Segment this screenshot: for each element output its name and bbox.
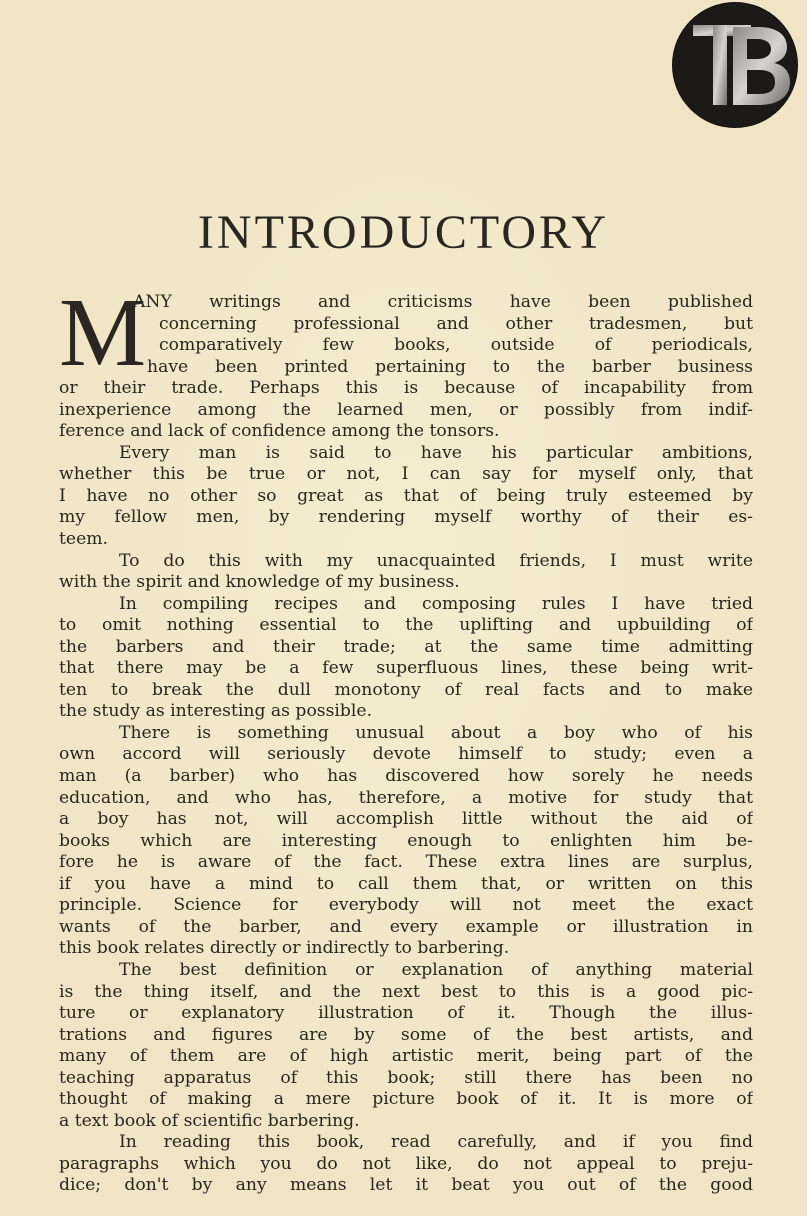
text-line: a boy has not, will accomplish little without the aid of: [59, 809, 753, 830]
text-line: In compiling recipes and composing rules I have tried: [119, 593, 753, 614]
text-line: is the thing itself, and the next best to this is a good pic-: [59, 981, 753, 1002]
text-line: this book relates directly or indirectly to barbering.: [59, 938, 510, 959]
text-line: the barbers and their trade; at the same time admitting: [59, 636, 753, 657]
text-line: education, and who has, therefore, a motive for study that: [59, 787, 753, 808]
text-line: Every man is said to have his particular ambitions,: [119, 442, 753, 463]
text-line: man (a barber) who has discovered how sorely he needs: [59, 766, 753, 787]
text-line: principle. Science for everybody will not meet the exact: [59, 895, 753, 916]
text-line: I have no other so great as that of being truly esteemed by: [59, 485, 753, 506]
text-line: There is something unusual about a boy who of his: [119, 722, 753, 743]
paragraph: [59, 279, 753, 443]
publisher-logo: [673, 3, 797, 127]
paragraph: [59, 594, 753, 723]
text-line: paragraphs which you do not like, do not appeal to preju-: [59, 1153, 753, 1174]
text-line: In reading this book, read carefully, and if you find: [119, 1132, 753, 1153]
text-line: my fellow men, by rendering myself worthy of their es-: [59, 507, 753, 528]
paragraph: [59, 960, 753, 1132]
text-line: many of them are of high artistic merit, being part of the: [59, 1046, 753, 1067]
text-line: ten to break the dull monotony of real facts and to make: [59, 679, 753, 700]
text-line: have been printed pertaining to the barber business: [147, 356, 753, 377]
text-line: concerning professional and other tradesmen, but: [159, 313, 753, 334]
text-line: comparatively few books, outside of periodicals,: [159, 335, 753, 356]
text-line: the study as interesting as possible.: [59, 701, 373, 722]
text-line: teem.: [59, 529, 109, 550]
page-title: INTRODUCTORY: [197, 206, 610, 259]
text-line: a text book of scientific barbering.: [59, 1110, 360, 1131]
text-line: with the spirit and knowledge of my business.: [59, 572, 460, 593]
tb-monogram-icon: [673, 3, 797, 127]
text-line: own accord will seriously devote himself to study; even a: [59, 744, 753, 765]
paragraph: [59, 1132, 753, 1197]
text-line: teaching apparatus of this book; still there has been no: [59, 1067, 753, 1088]
text-line: that there may be a few superfluous lines, these being writ-: [59, 658, 753, 679]
text-line: ANY writings and criticisms have been published: [133, 292, 753, 312]
text-line: dice; don't by any means let it beat you out of the good: [59, 1175, 753, 1196]
text-line: or their trade. Perhaps this is because of incapability from: [59, 378, 753, 399]
text-line: ture or explanatory illustration of it. Though the illus-: [59, 1003, 753, 1024]
text-line: to omit nothing essential to the uplifting and upbuilding of: [59, 615, 753, 636]
paragraph: [59, 443, 753, 551]
paragraph: [59, 723, 753, 960]
introduction-body: [59, 279, 753, 1197]
text-line: To do this with my unacquainted friends, I must write: [119, 550, 753, 571]
text-line: fore he is aware of the fact. These extra lines are surplus,: [59, 852, 753, 873]
text-line: The best definition or explanation of anything material: [119, 959, 753, 980]
text-line: trations and figures are by some of the best artists, and: [59, 1024, 753, 1045]
drop-cap: M: [59, 279, 147, 387]
text-line: ference and lack of confidence among the tonsors.: [59, 421, 500, 442]
text-line: inexperience among the learned men, or possibly from indif-: [59, 399, 753, 420]
text-line: if you have a mind to call them that, or written on this: [59, 873, 753, 894]
text-line: books which are interesting enough to enlighten him be-: [59, 830, 753, 851]
text-line: thought of making a mere picture book of it. It is more of: [59, 1089, 753, 1110]
paragraph: [59, 551, 753, 594]
text-line: whether this be true or not, I can say for myself only, that: [59, 464, 753, 485]
text-line: wants of the barber, and every example or illustration in: [59, 916, 753, 937]
